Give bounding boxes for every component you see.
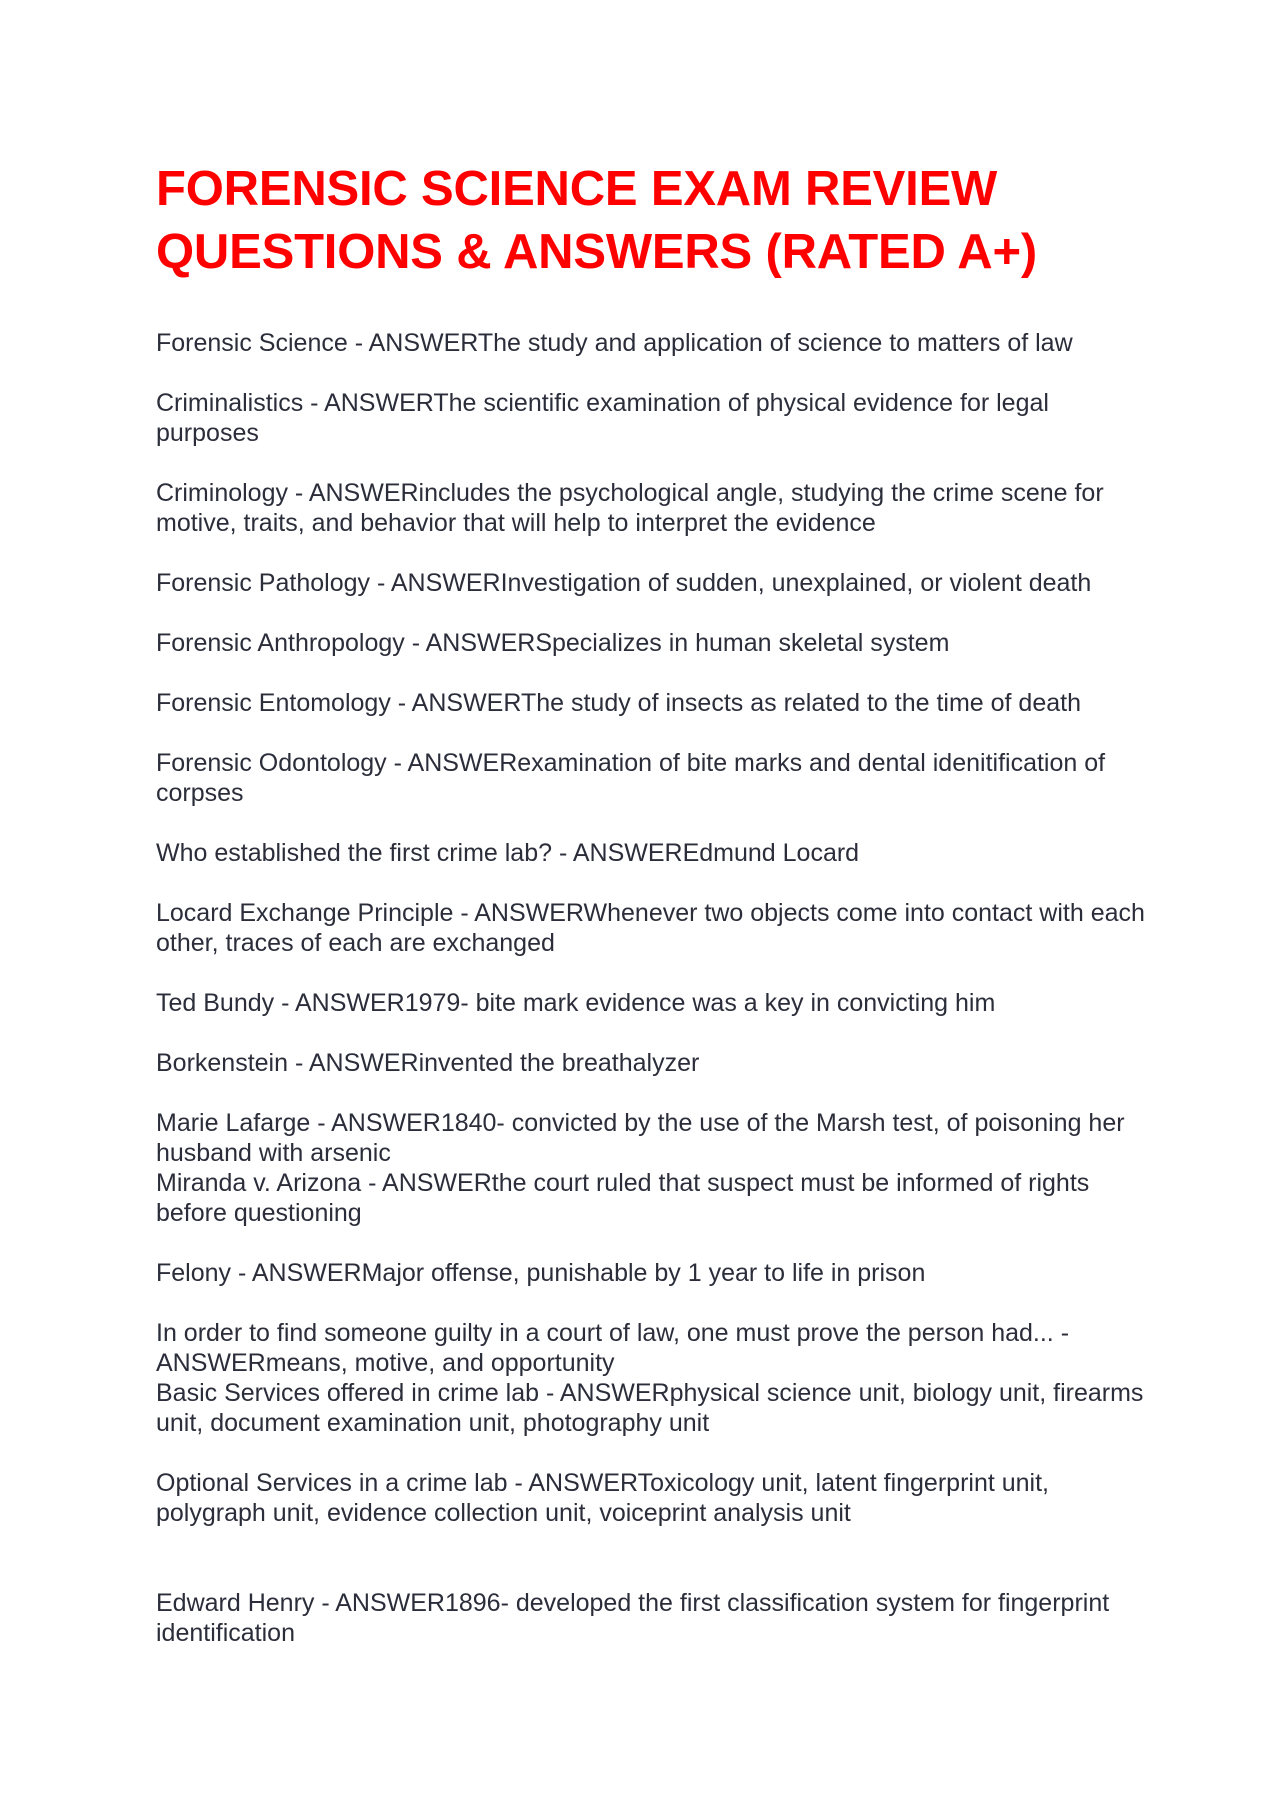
qa-entry-forensic-odontology: Forensic Odontology - ANSWERexamination of bite marks and dental idenitification of corpses [156,749,1106,807]
qa-entry-basic-services: Basic Services offered in crime lab - ANSWERphysical science unit, biology unit, firearms unit, document examination unit, photography unit [156,1379,1144,1437]
qa-entry-marie-lafarge: Marie Lafarge - ANSWER1840- convicted by the use of the Marsh test, of poisoning her husband with arsenic [156,1109,1125,1167]
qa-entry-edward-henry: Edward Henry - ANSWER1896- developed the first classification system for fingerprint identification [156,1589,1110,1647]
qa-entry-guilty-proof: In order to find someone guilty in a court of law, one must prove the person had... - ANSWERmeans, motive, and opportunity [156,1319,1070,1377]
qa-entry-criminalistics: Criminalistics - ANSWERThe scientific examination of physical evidence for legal purposes [156,389,1049,447]
qa-entry-felony: Felony - ANSWERMajor offense, punishable by 1 year to life in prison [156,1259,926,1287]
qa-entry-forensic-entomology: Forensic Entomology - ANSWERThe study of insects as related to the time of death [156,689,1081,717]
qa-entry-forensic-science: Forensic Science - ANSWERThe study and application of science to matters of law [156,329,1073,357]
qa-entry-ted-bundy: Ted Bundy - ANSWER1979- bite mark evidence was a key in convicting him [156,989,996,1017]
qa-entry-locard-exchange: Locard Exchange Principle - ANSWERWhenever two objects come into contact with each other, traces of each are exchanged [156,899,1145,957]
title-line-2: QUESTIONS & ANSWERS (RATED A+) [156,225,1038,279]
qa-entry-forensic-anthropology: Forensic Anthropology - ANSWERSpecializes in human skeletal system [156,629,950,657]
qa-entry-borkenstein: Borkenstein - ANSWERinvented the breathalyzer [156,1049,700,1077]
title-line-1: FORENSIC SCIENCE EXAM REVIEW [156,162,998,216]
document-page [156,158,1146,1648]
qa-entry-optional-services: Optional Services in a crime lab - ANSWERToxicology unit, latent fingerprint unit, polygraph unit, evidence collection unit, voiceprint analysis unit [156,1469,1049,1527]
qa-entry-miranda: Miranda v. Arizona - ANSWERthe court ruled that suspect must be informed of rights before questioning [156,1169,1090,1227]
qa-list [156,328,1146,1648]
document-title [156,158,1146,284]
qa-entry-first-crime-lab: Who established the first crime lab? - ANSWEREdmund Locard [156,839,860,867]
qa-entry-forensic-pathology: Forensic Pathology - ANSWERInvestigation of sudden, unexplained, or violent death [156,569,1092,597]
qa-entry-criminology: Criminology - ANSWERincludes the psychological angle, studying the crime scene for motive, traits, and behavior that will help to interpret the evidence [156,479,1104,537]
